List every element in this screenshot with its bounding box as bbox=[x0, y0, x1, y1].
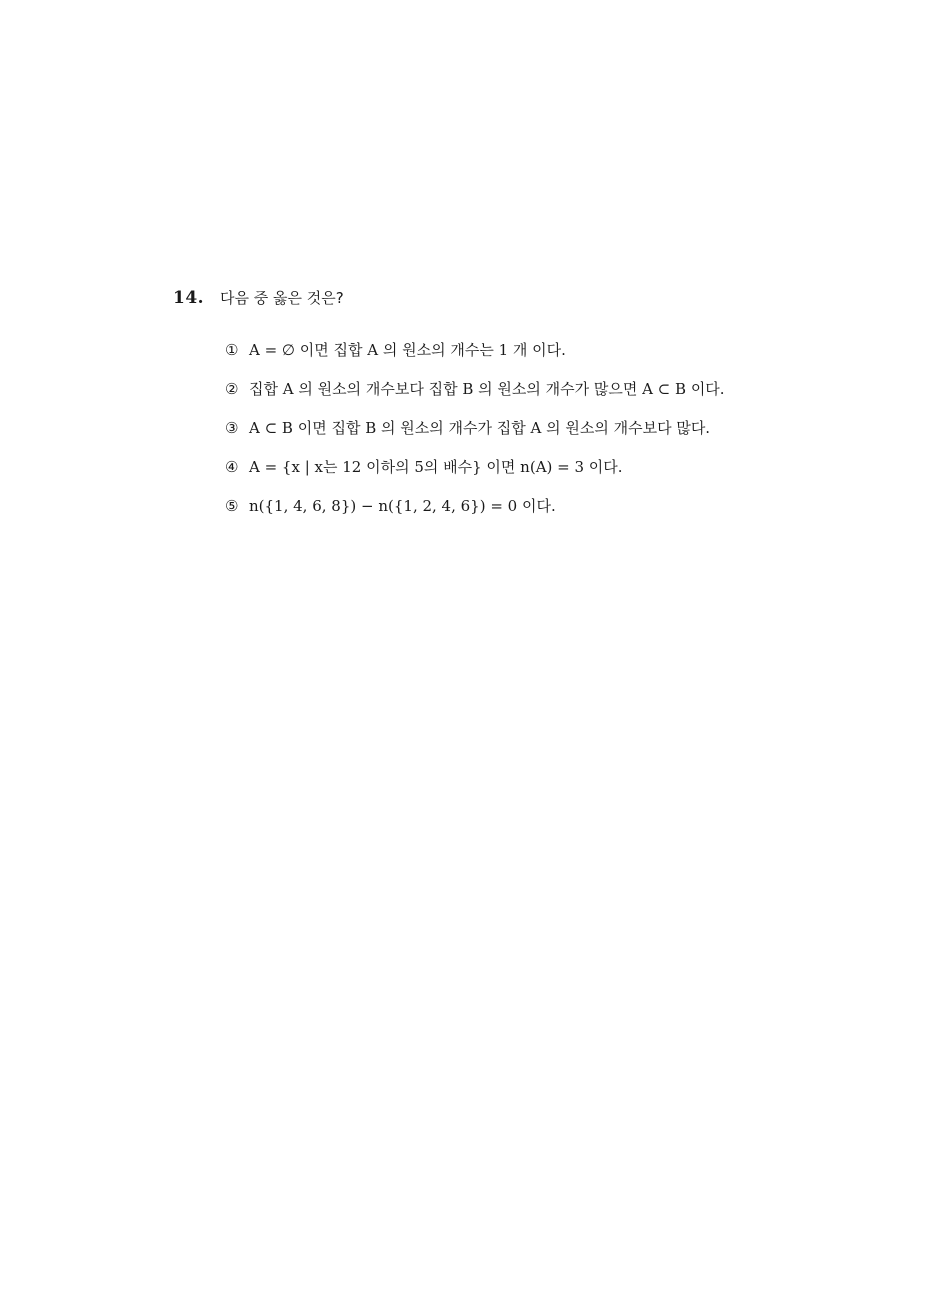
choice-4[interactable] bbox=[225, 456, 725, 495]
choice-1[interactable] bbox=[225, 339, 725, 378]
choice-5[interactable] bbox=[225, 495, 725, 534]
choice-marker: ③ bbox=[225, 419, 239, 437]
question-text: 다음 중 옳은 것은? bbox=[220, 289, 344, 307]
choice-2[interactable] bbox=[225, 378, 725, 417]
choice-text: 집합 A 의 원소의 개수보다 집합 B 의 원소의 개수가 많으면 A ⊂ B 이다. bbox=[249, 380, 725, 398]
choice-marker: ② bbox=[225, 380, 239, 398]
choice-text: A ⊂ B 이면 집합 B 의 원소의 개수가 집합 A 의 원소의 개수보다 많다. bbox=[249, 419, 711, 437]
question-row bbox=[173, 287, 873, 313]
choice-marker: ⑤ bbox=[225, 497, 239, 515]
question-number: 14. bbox=[173, 288, 205, 308]
choice-marker: ④ bbox=[225, 458, 239, 476]
choice-marker: ① bbox=[225, 341, 239, 359]
choice-text: A = ∅ 이면 집합 A 의 원소의 개수는 1 개 이다. bbox=[249, 341, 566, 359]
problem-14 bbox=[173, 287, 873, 515]
choice-list bbox=[225, 339, 725, 534]
choice-3[interactable] bbox=[225, 417, 725, 456]
choice-text: n({1, 4, 6, 8}) − n({1, 2, 4, 6}) = 0 이다. bbox=[249, 497, 556, 515]
choice-text: A = {x | x는 12 이하의 5의 배수} 이면 n(A) = 3 이다. bbox=[249, 458, 623, 476]
